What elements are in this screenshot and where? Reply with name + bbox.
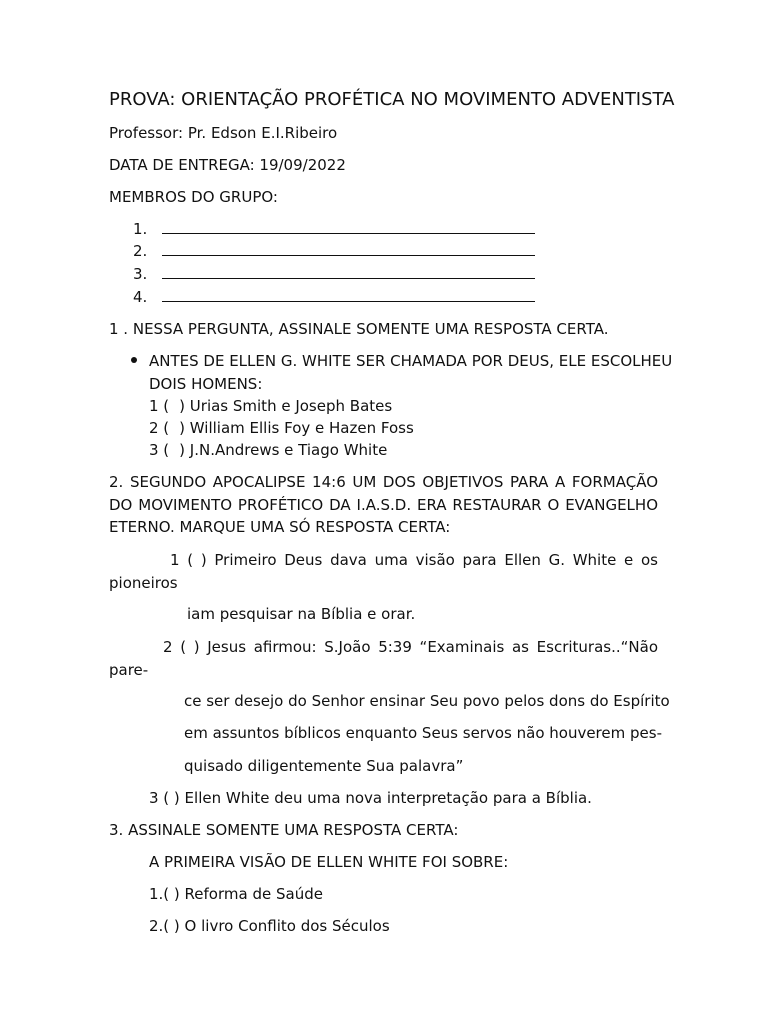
list-item [133,287,535,306]
exam-title: PROVA: ORIENTAÇÃO PROFÉTICA NO MOVIMENTO ADVENTISTA [109,89,675,110]
q2-option-2-cont: quisado diligentemente Sua palavra” [184,757,464,775]
q3-statement: A PRIMEIRA VISÃO DE ELLEN WHITE FOI SOBRE: [149,853,509,871]
q2-statement-line1: 2. SEGUNDO APOCALIPSE 14:6 UM DOS OBJETIVOS PARA A FORMAÇÃO [109,473,658,491]
bullet-icon [131,357,137,363]
list-item [133,241,535,260]
member-number: 2. [133,242,148,260]
list-item [133,264,535,283]
member-number: 4. [133,288,148,306]
professor-line: Professor: Pr. Edson E.I.Ribeiro [109,124,338,142]
q1-option-2[interactable] [149,419,414,437]
q2-statement-line3: ETERNO. MARQUE UMA SÓ RESPOSTA CERTA: [109,518,451,536]
q3-option-1[interactable]: 1.( ) Reforma de Saúde [149,885,323,903]
members-label: MEMBROS DO GRUPO: [109,188,278,206]
q3-option-2[interactable]: 2.( ) O livro Conflito dos Séculos [149,917,390,935]
member-name-blank[interactable] [162,219,535,234]
q1-statement-line2: DOIS HOMENS: [149,375,263,393]
q2-statement-line2: DO MOVIMENTO PROFÉTICO DA I.A.S.D. ERA RESTAURAR O EVANGELHO [109,496,658,514]
q2-option-1-cont: pioneiros [109,574,178,592]
q2-option-2-cont: em assuntos bíblicos enquanto Seus servos não houverem pes- [184,724,662,742]
member-number: 1. [133,220,148,238]
member-number: 3. [133,265,148,283]
option-number: 1 ( [149,397,170,415]
option-text: ) William Ellis Foy e Hazen Foss [179,419,414,437]
q2-option-2[interactable]: 2 ( ) Jesus afirmou: S.João 5:39 “Examinais as Escrituras..“Não [163,638,658,656]
list-item [133,219,535,238]
q2-option-2-cont: ce ser desejo do Senhor ensinar Seu povo pelos dons do Espírito [184,692,670,710]
option-text: ) J.N.Andrews e Tiago White [179,441,388,459]
q3-instruction: 3. ASSINALE SOMENTE UMA RESPOSTA CERTA: [109,821,459,839]
member-name-blank[interactable] [162,241,535,256]
q2-option-2-cont: pare- [109,661,149,679]
q1-instruction: 1 . NESSA PERGUNTA, ASSINALE SOMENTE UMA RESPOSTA CERTA. [109,320,609,338]
q1-statement-line1: ANTES DE ELLEN G. WHITE SER CHAMADA POR DEUS, ELE ESCOLHEU [149,352,673,370]
option-number: 3 ( [149,441,170,459]
member-name-blank[interactable] [162,264,535,279]
q2-option-1[interactable]: 1 ( ) Primeiro Deus dava uma visão para Ellen G. White e os [170,551,658,569]
q1-option-1[interactable] [149,397,392,415]
q2-option-3[interactable]: 3 ( ) Ellen White deu uma nova interpretação para a Bíblia. [149,789,592,807]
member-name-blank[interactable] [162,287,535,302]
q1-option-3[interactable] [149,441,387,459]
q2-option-1-cont: iam pesquisar na Bíblia e orar. [187,605,416,623]
option-number: 2 ( [149,419,170,437]
option-text: ) Urias Smith e Joseph Bates [179,397,393,415]
delivery-date: DATA DE ENTREGA: 19/09/2022 [109,156,346,174]
